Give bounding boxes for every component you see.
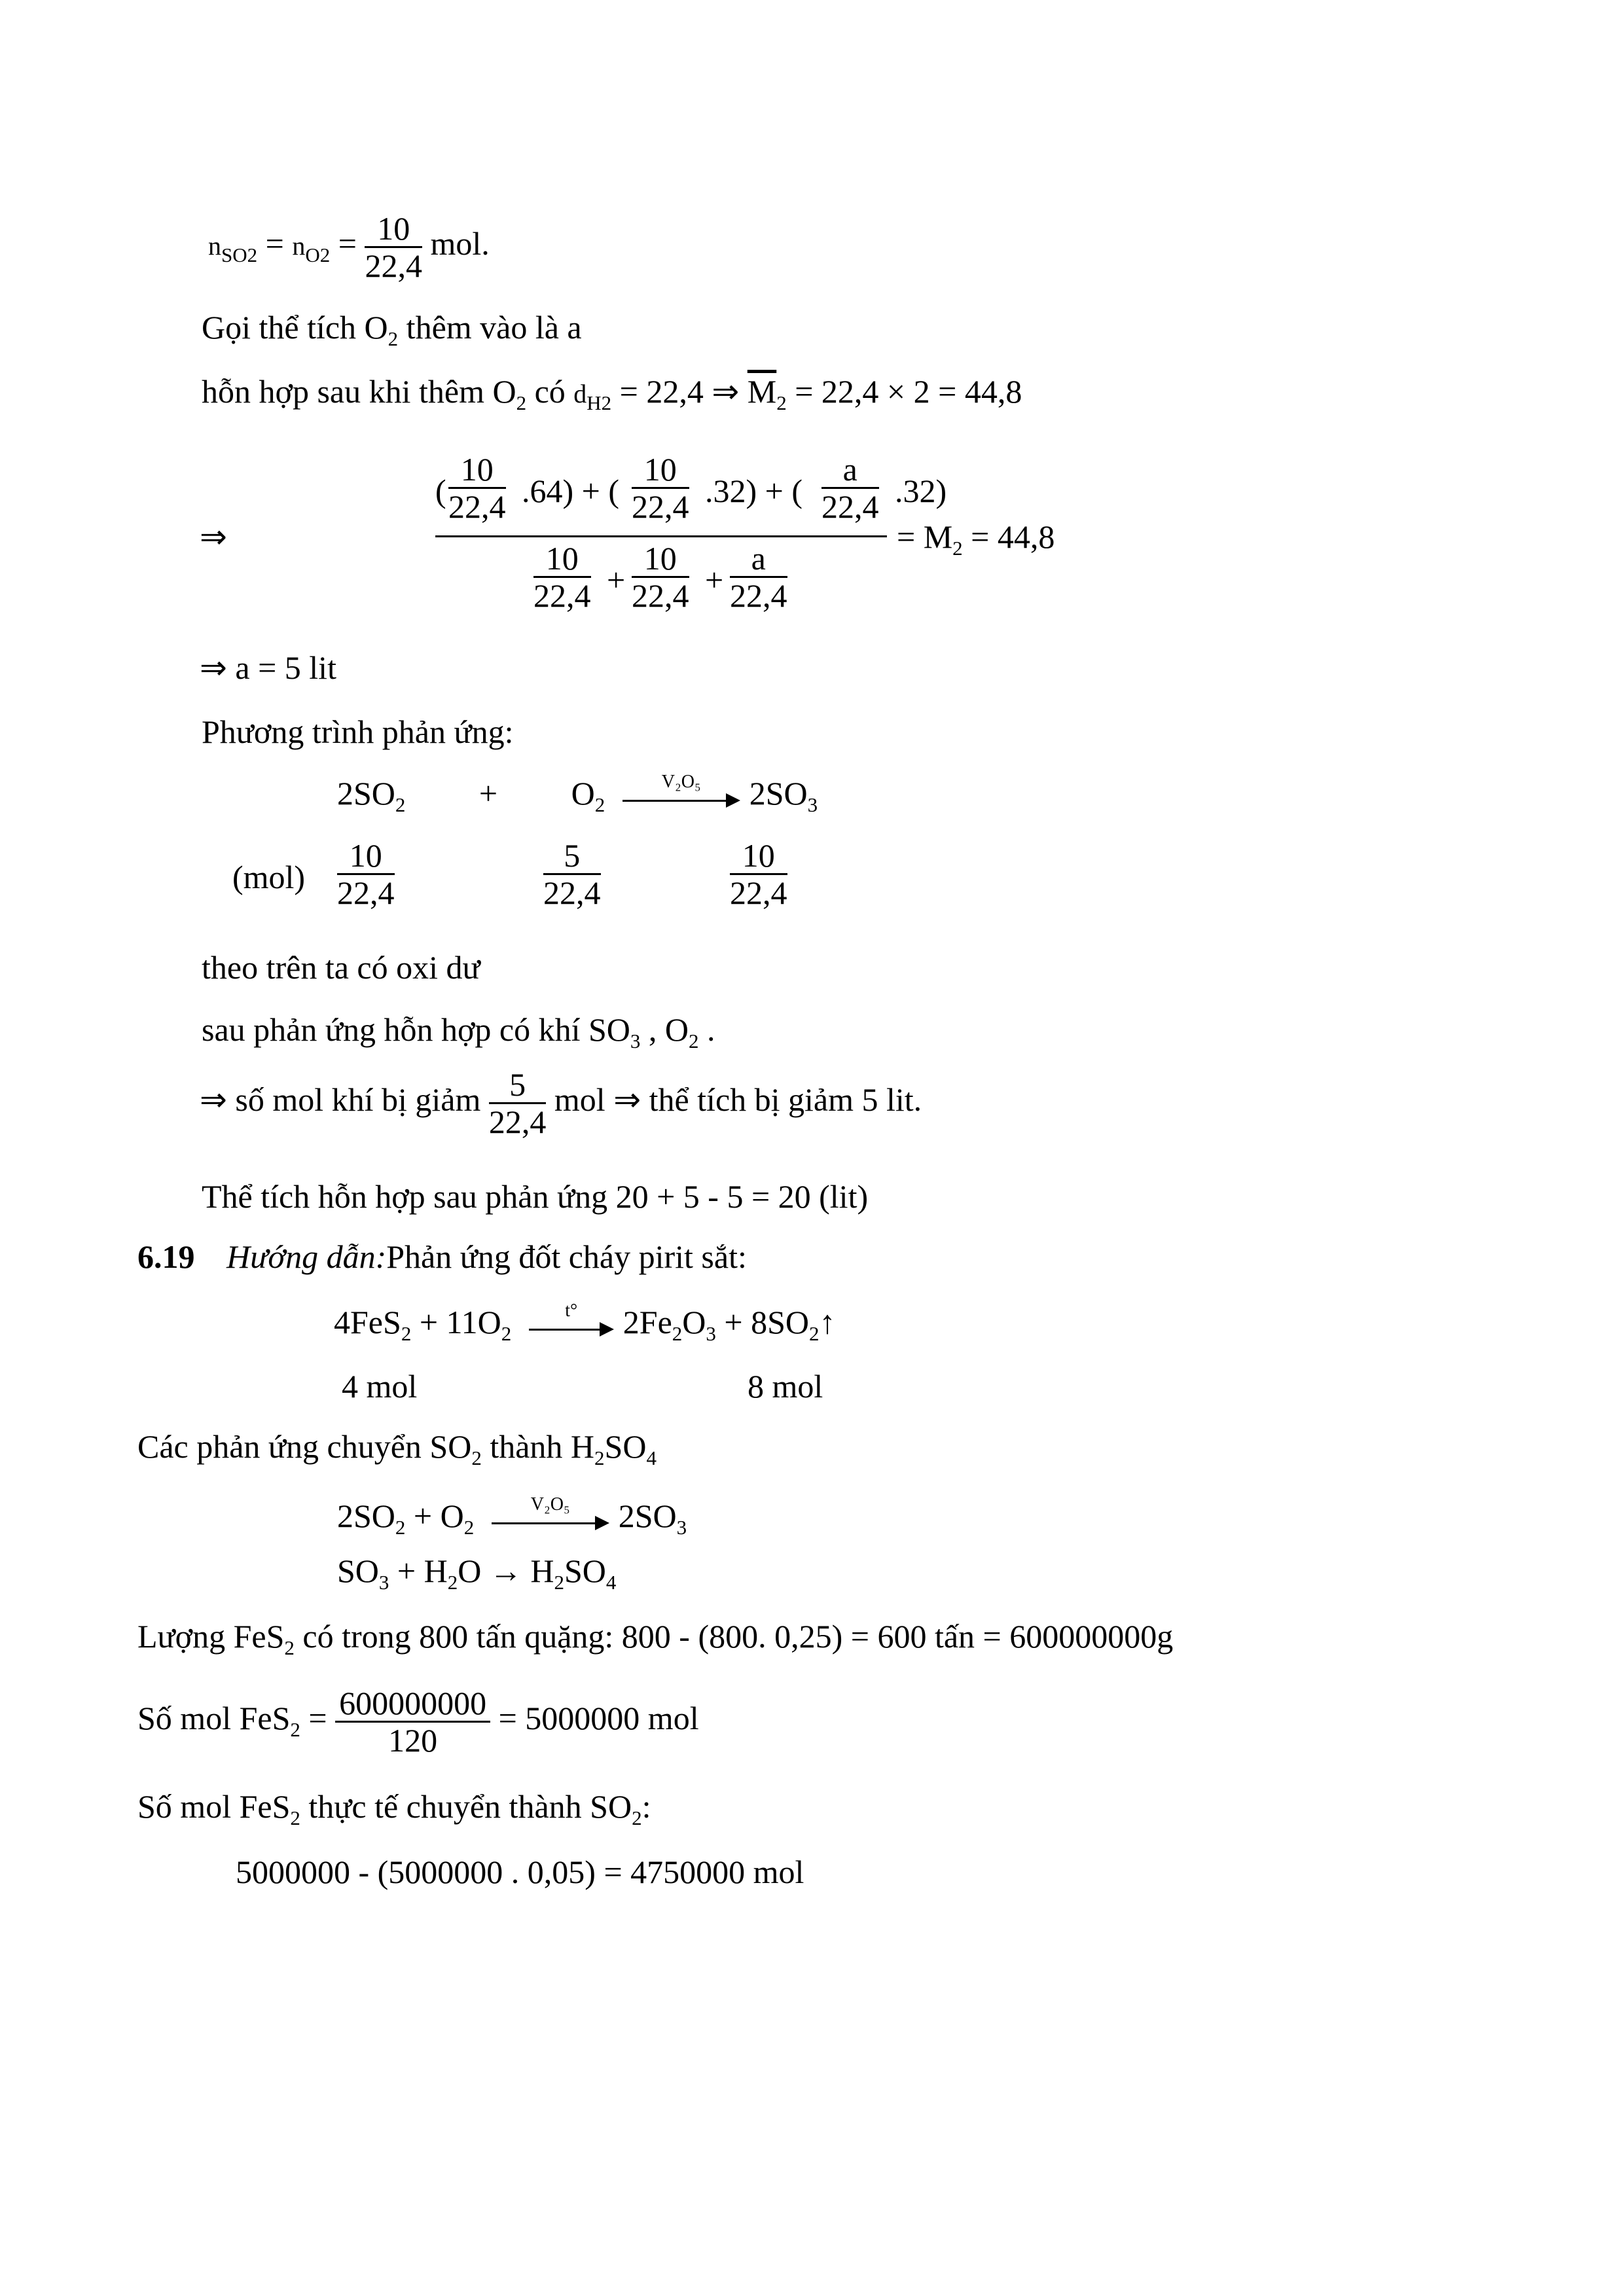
t1: Số mol FeS xyxy=(137,1699,291,1736)
d: 22,4 xyxy=(632,488,689,525)
s2: 2 xyxy=(463,1515,475,1539)
reaction-arrow xyxy=(623,771,740,810)
num-frac-1 xyxy=(448,452,506,524)
s3: 4 xyxy=(646,1446,657,1469)
s3: 3 xyxy=(807,793,818,816)
den-frac-2 xyxy=(632,541,689,613)
arrow-head xyxy=(726,793,740,808)
r2: O xyxy=(571,775,595,812)
sub-o: O xyxy=(305,243,320,266)
o: O xyxy=(458,1552,490,1589)
section-number: 6.19 xyxy=(137,1238,195,1275)
t2: , O xyxy=(640,1011,689,1048)
text: hỗn hợp sau khi thêm O xyxy=(202,373,516,410)
frac-den: 22,4 xyxy=(365,247,422,284)
t1: sau phản ứng hỗn hợp có khí SO xyxy=(202,1011,630,1048)
arrow-head xyxy=(600,1322,614,1336)
arrow-head xyxy=(595,1516,609,1530)
n: a xyxy=(730,541,787,578)
s2: 2 xyxy=(632,1806,642,1829)
fraction-10-22 xyxy=(365,211,422,283)
s2: 2 xyxy=(594,1446,605,1469)
n: 10 xyxy=(533,541,591,578)
reaction-arrow-v2o5 xyxy=(492,1494,609,1533)
s2: 2 xyxy=(501,1321,512,1345)
plus: + xyxy=(478,775,498,812)
huong-dan-label: Hướng dẫn: xyxy=(226,1238,387,1275)
s1: 2 xyxy=(471,1446,482,1469)
mol-label: (mol) xyxy=(232,859,306,895)
t1: Các phản ứng chuyển SO xyxy=(137,1428,472,1465)
line-cac-phan-ung xyxy=(137,1427,657,1469)
t1: Số mol FeS xyxy=(137,1788,291,1825)
n: 600000000 xyxy=(335,1685,490,1723)
n: 10 xyxy=(632,452,689,489)
s1: 2 xyxy=(395,793,406,816)
t3: SO xyxy=(604,1428,647,1465)
p2: SO xyxy=(564,1552,606,1589)
reaction-so3-h2o xyxy=(337,1551,617,1594)
line-a-5-lit: ⇒ a = 5 lit xyxy=(200,649,336,686)
d: 22,4 xyxy=(730,874,787,911)
plus: + O xyxy=(405,1498,464,1534)
d: 22,4 xyxy=(337,874,395,911)
plus: + H xyxy=(389,1552,448,1589)
product: 2SO xyxy=(749,775,808,812)
catalyst-label: V₂O₅ xyxy=(661,771,701,792)
line-moles xyxy=(342,1367,865,1406)
symbol-n-2: n xyxy=(292,230,306,260)
s4: 4 xyxy=(605,1570,617,1594)
eq-moles-so2-o2 xyxy=(208,211,490,283)
catalyst-label: V₂O₅ xyxy=(530,1494,570,1515)
sub-h: H xyxy=(586,391,602,414)
line-sau-phan-ung xyxy=(202,1010,715,1052)
s1: 3 xyxy=(378,1570,389,1594)
reaction-2so2-o2 xyxy=(337,771,818,816)
p1: 2Fe xyxy=(623,1304,672,1340)
equals: = xyxy=(265,224,284,262)
t3: . xyxy=(698,1011,715,1048)
op-3: .32) xyxy=(895,473,947,509)
product: 2SO xyxy=(618,1498,677,1534)
line-so-mol-thuc-te xyxy=(137,1787,651,1829)
section-text: Phản ứng đốt cháy pirit sắt: xyxy=(386,1238,747,1275)
s1: 2 xyxy=(401,1321,412,1345)
big-fraction-bar xyxy=(435,535,887,537)
line-goi-the-tich xyxy=(202,308,582,350)
mol-frac-2 xyxy=(543,838,601,910)
big-fraction-result xyxy=(897,517,1055,560)
num-frac-3 xyxy=(821,452,879,524)
sub-2b: 2 xyxy=(319,243,331,266)
p2: O xyxy=(682,1304,706,1340)
den-frac-1 xyxy=(533,541,591,613)
s2: 2 xyxy=(447,1570,458,1594)
s1: 2 xyxy=(290,1717,300,1741)
d: 22,4 xyxy=(821,488,879,525)
d: 22,4 xyxy=(730,577,787,614)
op-2: .32) + ( xyxy=(705,473,803,509)
line-oxi-du: theo trên ta có oxi dư xyxy=(202,949,480,986)
sub: 2 xyxy=(516,391,527,414)
plus-1: + xyxy=(607,562,626,598)
sub-h2: 2 xyxy=(601,391,612,414)
result-val: = 44,8 xyxy=(962,518,1055,555)
num-frac-2 xyxy=(632,452,689,524)
n: 5 xyxy=(489,1067,547,1104)
line-hon-hop-sau xyxy=(202,372,1022,414)
giam-frac xyxy=(489,1067,547,1139)
text-2: có xyxy=(526,373,574,410)
line-phuong-trinh: Phương trình phản ứng: xyxy=(202,713,514,750)
r1: 2SO xyxy=(337,1498,395,1534)
mol-row xyxy=(232,838,821,923)
n: 10 xyxy=(632,541,689,578)
unit-mol: mol. xyxy=(430,224,490,262)
big-fraction-denominator xyxy=(435,541,893,619)
s1: 3 xyxy=(630,1029,641,1052)
s2: 2 xyxy=(594,793,605,816)
arrow-shaft xyxy=(623,800,735,802)
reaction-fes2-combustion xyxy=(334,1300,836,1345)
moles-b: 8 mol xyxy=(748,1368,823,1405)
t1: ⇒ số mol khí bị giảm xyxy=(200,1081,489,1118)
d: 120 xyxy=(388,1722,438,1759)
p3: + 8SO xyxy=(715,1304,809,1340)
m-sub: 2 xyxy=(776,391,787,414)
line-so-mol-giam xyxy=(200,1067,922,1139)
condition-label: t° xyxy=(565,1300,578,1321)
den-frac-3 xyxy=(730,541,787,613)
mol-frac-3 xyxy=(730,838,787,910)
d: 22,4 xyxy=(488,1103,547,1140)
t3: : xyxy=(641,1788,651,1825)
r1: SO xyxy=(337,1552,379,1589)
sub-2: 2 xyxy=(247,243,258,266)
arrow: → xyxy=(489,1552,522,1589)
n: a xyxy=(821,452,879,489)
d: 22,4 xyxy=(632,577,689,614)
line-so-mol-fes2 xyxy=(137,1685,699,1758)
mol-frac-1 xyxy=(337,838,395,910)
paren: ( xyxy=(435,473,446,509)
s5: 2 xyxy=(809,1321,820,1345)
plus-2: + xyxy=(705,562,724,598)
t2: mol ⇒ thể tích bị giảm 5 lit. xyxy=(554,1081,922,1118)
s3: 2 xyxy=(554,1570,564,1594)
symbol-m-bar: $\overline{M}$ xyxy=(747,373,777,410)
t2: có trong 800 tấn quặng: 800 - (800. 0,25) = 600 tấn = 600000000g xyxy=(294,1618,1174,1655)
arrow-shaft xyxy=(492,1522,604,1524)
symbol-n: n xyxy=(208,230,221,260)
left: 4FeS xyxy=(334,1304,401,1340)
n: 10 xyxy=(730,838,787,875)
text: Gọi thể tích O xyxy=(202,309,388,346)
p1: H xyxy=(522,1552,554,1589)
s2: 2 xyxy=(689,1029,699,1052)
moles-a: 4 mol xyxy=(342,1368,418,1405)
sub-so: SO xyxy=(221,243,247,266)
sub: 2 xyxy=(388,327,399,350)
n: 10 xyxy=(337,838,395,875)
line-luong-fes2 xyxy=(137,1617,1174,1659)
d: 22,4 xyxy=(448,488,506,525)
text-2: thêm vào là a xyxy=(398,309,582,346)
t2: thực tế chuyển thành SO xyxy=(300,1788,632,1825)
rest: = 22,4 × 2 = 44,8 xyxy=(795,373,1022,410)
symbol-d: d xyxy=(573,379,587,408)
n: 10 xyxy=(448,452,506,489)
result-sub: 2 xyxy=(952,536,963,560)
equals-2: = xyxy=(338,224,357,262)
line-the-tich-sau: Thể tích hỗn hợp sau phản ứng 20 + 5 - 5 = 20 (lit) xyxy=(202,1178,869,1215)
reaction-so2-to-so3 xyxy=(337,1494,687,1539)
somol-frac xyxy=(335,1685,490,1758)
s1: 2 xyxy=(290,1806,300,1829)
implies-arrow: ⇒ xyxy=(200,518,227,555)
s3: 3 xyxy=(676,1515,687,1539)
s3: 2 xyxy=(672,1321,683,1345)
res: = 5000000 mol xyxy=(498,1699,699,1736)
op-1: .64) + ( xyxy=(522,473,619,509)
s1: 2 xyxy=(395,1515,406,1539)
eq-value: = 22,4 ⇒ xyxy=(619,373,748,410)
line-calc: 5000000 - (5000000 . 0,05) = 4750000 mol xyxy=(236,1854,804,1890)
t2: thành H xyxy=(481,1428,595,1465)
r1: 2SO xyxy=(337,775,395,812)
result-m: = M xyxy=(897,518,953,555)
d: 22,4 xyxy=(533,577,591,614)
t2: = xyxy=(300,1699,336,1736)
section-6-19 xyxy=(137,1237,747,1276)
d: 22,4 xyxy=(543,874,601,911)
n: 5 xyxy=(543,838,601,875)
arrow-shaft xyxy=(529,1329,609,1331)
frac-num: 10 xyxy=(365,211,422,248)
up-arrow: ↑ xyxy=(819,1304,836,1340)
reaction-arrow-t xyxy=(529,1300,614,1339)
s1: 2 xyxy=(284,1636,295,1659)
s4: 3 xyxy=(706,1321,716,1345)
t1: Lượng FeS xyxy=(137,1618,285,1655)
mid: + 11O xyxy=(411,1304,501,1340)
